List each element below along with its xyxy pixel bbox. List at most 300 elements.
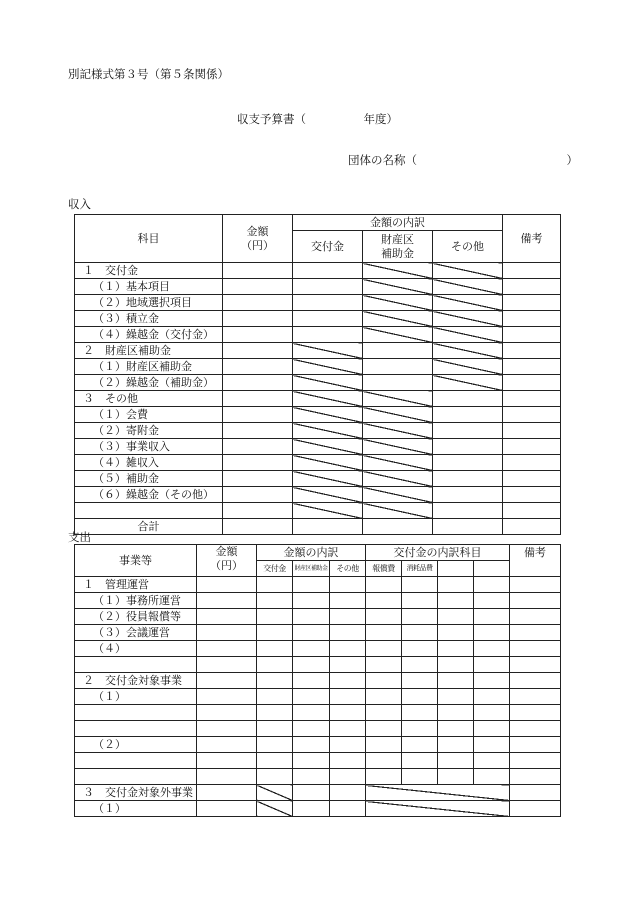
expense-breakdown-cell[interactable] bbox=[257, 641, 293, 657]
income-row-label: （６）繰越金（その他） bbox=[75, 487, 223, 503]
expense-header-other: その他 bbox=[330, 561, 366, 577]
expense-amount-cell[interactable] bbox=[197, 689, 257, 705]
expense-grant-item-cell[interactable] bbox=[366, 625, 402, 641]
income-header-grant: 交付金 bbox=[293, 231, 363, 263]
expense-breakdown-cell[interactable] bbox=[293, 577, 330, 593]
income-slashed-cell bbox=[293, 343, 363, 359]
expense-breakdown-cell[interactable] bbox=[257, 577, 293, 593]
income-slashed-cell bbox=[363, 263, 433, 279]
expense-grant-item-cell[interactable] bbox=[438, 689, 474, 705]
expense-breakdown-cell[interactable] bbox=[257, 737, 293, 753]
expense-grant-item-cell[interactable] bbox=[438, 625, 474, 641]
income-header-amount: 金額 （円） bbox=[223, 215, 293, 263]
expense-grant-item-cell[interactable] bbox=[402, 753, 438, 769]
income-row-label: （３）積立金 bbox=[75, 311, 223, 327]
income-breakdown-cell[interactable] bbox=[363, 343, 433, 359]
expense-header-blank bbox=[474, 561, 510, 577]
expense-amount-cell[interactable] bbox=[197, 657, 257, 673]
income-amount-cell[interactable] bbox=[223, 455, 293, 471]
expense-breakdown-cell[interactable] bbox=[257, 689, 293, 705]
expense-remarks-cell[interactable] bbox=[510, 673, 561, 689]
expense-grant-item-cell[interactable] bbox=[402, 721, 438, 737]
income-slashed-cell bbox=[293, 439, 363, 455]
expense-amount-cell[interactable] bbox=[197, 625, 257, 641]
expense-breakdown-cell[interactable] bbox=[330, 737, 366, 753]
income-cell[interactable] bbox=[433, 519, 503, 535]
income-slashed-cell bbox=[293, 407, 363, 423]
expense-slashed-cell bbox=[366, 801, 510, 817]
expense-breakdown-cell[interactable] bbox=[293, 769, 330, 785]
income-slashed-cell bbox=[293, 391, 363, 407]
expense-breakdown-cell[interactable] bbox=[293, 801, 330, 817]
expense-grant-item-cell[interactable] bbox=[366, 737, 402, 753]
income-row-label: （５）補助金 bbox=[75, 471, 223, 487]
expense-row-label: ２ 交付金対象事業 bbox=[75, 673, 197, 689]
expense-grant-item-cell[interactable] bbox=[366, 769, 402, 785]
income-row-label: （１）基本項目 bbox=[75, 279, 223, 295]
income-remarks-cell[interactable] bbox=[503, 311, 561, 327]
expense-header-blank bbox=[438, 561, 474, 577]
income-row-label: （４）雑収入 bbox=[75, 455, 223, 471]
income-remarks-cell[interactable] bbox=[503, 359, 561, 375]
income-amount-cell[interactable] bbox=[223, 439, 293, 455]
income-breakdown-cell[interactable] bbox=[293, 263, 363, 279]
expense-remarks-cell[interactable] bbox=[510, 721, 561, 737]
expense-breakdown-cell[interactable] bbox=[257, 625, 293, 641]
income-remarks-cell[interactable] bbox=[503, 263, 561, 279]
income-total-label: 合計 bbox=[75, 519, 223, 535]
expense-grant-item-cell[interactable] bbox=[438, 593, 474, 609]
expense-row bbox=[75, 785, 561, 801]
income-amount-cell[interactable] bbox=[223, 359, 293, 375]
expense-grant-item-cell[interactable] bbox=[474, 737, 510, 753]
expense-section-label: 支出 bbox=[68, 530, 91, 544]
income-row bbox=[75, 343, 561, 359]
income-breakdown-cell[interactable] bbox=[433, 455, 503, 471]
income-row-label: （２）寄附金 bbox=[75, 423, 223, 439]
income-row bbox=[75, 263, 561, 279]
income-slashed-cell bbox=[363, 423, 433, 439]
income-breakdown-cell[interactable] bbox=[433, 487, 503, 503]
income-amount-cell[interactable] bbox=[223, 487, 293, 503]
expense-row bbox=[75, 753, 561, 769]
income-breakdown-cell[interactable] bbox=[433, 471, 503, 487]
expense-header-item: 事業等 bbox=[75, 545, 197, 577]
expense-grant-item-cell[interactable] bbox=[474, 689, 510, 705]
expense-row-label: （２）役員報償等 bbox=[75, 609, 197, 625]
document-title: 収支予算書（ 年度） bbox=[237, 112, 398, 126]
income-header-breakdown: 金額の内訳 bbox=[293, 215, 503, 231]
income-cell[interactable] bbox=[223, 519, 293, 535]
income-amount-cell[interactable] bbox=[223, 279, 293, 295]
expense-header-breakdown: 金額の内訳 bbox=[257, 545, 366, 561]
expense-row-label: （２） bbox=[75, 737, 197, 753]
expense-breakdown-cell[interactable] bbox=[330, 689, 366, 705]
expense-grant-item-cell[interactable] bbox=[402, 609, 438, 625]
expense-grant-item-cell[interactable] bbox=[438, 673, 474, 689]
income-amount-cell[interactable] bbox=[223, 311, 293, 327]
income-slashed-cell bbox=[363, 295, 433, 311]
income-row-label: ２ 財産区補助金 bbox=[75, 343, 223, 359]
income-remarks-cell[interactable] bbox=[503, 439, 561, 455]
expense-breakdown-cell[interactable] bbox=[293, 673, 330, 689]
income-row bbox=[75, 423, 561, 439]
expense-header-reward: 報償費 bbox=[366, 561, 402, 577]
expense-remarks-cell[interactable] bbox=[510, 769, 561, 785]
expense-row-label: １ 管理運営 bbox=[75, 577, 197, 593]
expense-breakdown-cell[interactable] bbox=[330, 625, 366, 641]
expense-amount-cell[interactable] bbox=[197, 801, 257, 817]
expense-row-label bbox=[75, 753, 197, 769]
income-slashed-cell bbox=[293, 471, 363, 487]
income-slashed-cell bbox=[363, 327, 433, 343]
expense-row bbox=[75, 625, 561, 641]
income-slashed-cell bbox=[433, 375, 503, 391]
income-breakdown-cell[interactable] bbox=[363, 359, 433, 375]
expense-amount-cell[interactable] bbox=[197, 785, 257, 801]
income-amount-cell[interactable] bbox=[223, 327, 293, 343]
expense-row bbox=[75, 641, 561, 657]
expense-remarks-cell[interactable] bbox=[510, 577, 561, 593]
expense-grant-item-cell[interactable] bbox=[474, 769, 510, 785]
expense-row bbox=[75, 673, 561, 689]
income-row-label: （２）繰越金（補助金） bbox=[75, 375, 223, 391]
expense-breakdown-cell[interactable] bbox=[330, 657, 366, 673]
income-row-label: （１）会費 bbox=[75, 407, 223, 423]
expense-breakdown-cell[interactable] bbox=[257, 705, 293, 721]
income-breakdown-cell[interactable] bbox=[433, 503, 503, 519]
expense-breakdown-cell[interactable] bbox=[293, 689, 330, 705]
expense-grant-item-cell[interactable] bbox=[438, 769, 474, 785]
expense-remarks-cell[interactable] bbox=[510, 625, 561, 641]
expense-breakdown-cell[interactable] bbox=[330, 593, 366, 609]
income-breakdown-cell[interactable] bbox=[363, 375, 433, 391]
expense-grant-item-cell[interactable] bbox=[474, 641, 510, 657]
income-slashed-cell bbox=[363, 311, 433, 327]
income-remarks-cell[interactable] bbox=[503, 455, 561, 471]
income-slashed-cell bbox=[363, 439, 433, 455]
expense-grant-item-cell[interactable] bbox=[366, 609, 402, 625]
income-row bbox=[75, 279, 561, 295]
expense-row bbox=[75, 609, 561, 625]
expense-header-district-subsidy: 財産区補助金 bbox=[293, 561, 330, 577]
income-table bbox=[74, 214, 561, 535]
expense-grant-item-cell[interactable] bbox=[474, 625, 510, 641]
expense-breakdown-cell[interactable] bbox=[257, 593, 293, 609]
expense-row-label bbox=[75, 769, 197, 785]
income-remarks-cell[interactable] bbox=[503, 391, 561, 407]
income-row bbox=[75, 311, 561, 327]
income-remarks-cell[interactable] bbox=[503, 471, 561, 487]
income-amount-cell[interactable] bbox=[223, 471, 293, 487]
expense-amount-cell[interactable] bbox=[197, 609, 257, 625]
income-slashed-cell bbox=[363, 471, 433, 487]
income-slashed-cell bbox=[363, 503, 433, 519]
expense-remarks-cell[interactable] bbox=[510, 593, 561, 609]
income-row bbox=[75, 487, 561, 503]
income-remarks-cell[interactable] bbox=[503, 375, 561, 391]
income-amount-cell[interactable] bbox=[223, 343, 293, 359]
expense-remarks-cell[interactable] bbox=[510, 737, 561, 753]
expense-breakdown-cell[interactable] bbox=[330, 801, 366, 817]
expense-row bbox=[75, 801, 561, 817]
income-slashed-cell bbox=[293, 503, 363, 519]
expense-amount-cell[interactable] bbox=[197, 641, 257, 657]
income-row bbox=[75, 439, 561, 455]
expense-grant-item-cell[interactable] bbox=[366, 705, 402, 721]
expense-breakdown-cell[interactable] bbox=[330, 753, 366, 769]
expense-amount-cell[interactable] bbox=[197, 593, 257, 609]
expense-header-consumables: 消耗品費 bbox=[402, 561, 438, 577]
expense-header-remarks: 備考 bbox=[510, 545, 561, 577]
income-row bbox=[75, 327, 561, 343]
expense-breakdown-cell[interactable] bbox=[257, 609, 293, 625]
expense-row-label bbox=[75, 657, 197, 673]
income-row bbox=[75, 503, 561, 519]
expense-row bbox=[75, 721, 561, 737]
expense-grant-item-cell[interactable] bbox=[474, 673, 510, 689]
income-section-label: 収入 bbox=[68, 197, 91, 211]
expense-breakdown-cell[interactable] bbox=[293, 721, 330, 737]
income-amount-cell[interactable] bbox=[223, 423, 293, 439]
expense-slashed-cell bbox=[257, 785, 293, 801]
expense-breakdown-cell[interactable] bbox=[330, 609, 366, 625]
expense-row-label: （３）会議運営 bbox=[75, 625, 197, 641]
expense-grant-item-cell[interactable] bbox=[474, 657, 510, 673]
income-amount-cell[interactable] bbox=[223, 263, 293, 279]
expense-grant-item-cell[interactable] bbox=[474, 705, 510, 721]
income-slashed-cell bbox=[433, 359, 503, 375]
expense-grant-item-cell[interactable] bbox=[438, 737, 474, 753]
income-breakdown-cell[interactable] bbox=[293, 327, 363, 343]
expense-grant-item-cell[interactable] bbox=[402, 673, 438, 689]
income-remarks-cell[interactable] bbox=[503, 295, 561, 311]
expense-breakdown-cell[interactable] bbox=[330, 641, 366, 657]
income-breakdown-cell[interactable] bbox=[433, 407, 503, 423]
expense-grant-item-cell[interactable] bbox=[402, 689, 438, 705]
organization-name-label: 団体の名称（ ） bbox=[348, 153, 578, 167]
expense-grant-item-cell[interactable] bbox=[438, 641, 474, 657]
income-row-label: （４）繰越金（交付金） bbox=[75, 327, 223, 343]
expense-row bbox=[75, 657, 561, 673]
expense-breakdown-cell[interactable] bbox=[330, 785, 366, 801]
expense-breakdown-cell[interactable] bbox=[293, 609, 330, 625]
income-row bbox=[75, 375, 561, 391]
expense-table bbox=[74, 544, 561, 817]
expense-remarks-cell[interactable] bbox=[510, 657, 561, 673]
expense-grant-item-cell[interactable] bbox=[402, 577, 438, 593]
expense-grant-item-cell[interactable] bbox=[366, 721, 402, 737]
income-row-label: （１）財産区補助金 bbox=[75, 359, 223, 375]
expense-breakdown-cell[interactable] bbox=[257, 753, 293, 769]
expense-grant-item-cell[interactable] bbox=[366, 673, 402, 689]
expense-grant-item-cell[interactable] bbox=[402, 625, 438, 641]
expense-grant-item-cell[interactable] bbox=[474, 609, 510, 625]
expense-amount-cell[interactable] bbox=[197, 577, 257, 593]
expense-breakdown-cell[interactable] bbox=[293, 753, 330, 769]
expense-grant-item-cell[interactable] bbox=[438, 657, 474, 673]
income-amount-cell[interactable] bbox=[223, 391, 293, 407]
expense-grant-item-cell[interactable] bbox=[402, 657, 438, 673]
expense-header-grant-breakdown: 交付金の内訳科目 bbox=[366, 545, 510, 561]
expense-grant-item-cell[interactable] bbox=[474, 721, 510, 737]
income-slashed-cell bbox=[433, 295, 503, 311]
income-row-label: （３）事業収入 bbox=[75, 439, 223, 455]
expense-breakdown-cell[interactable] bbox=[293, 705, 330, 721]
expense-amount-cell[interactable] bbox=[197, 721, 257, 737]
expense-slashed-cell bbox=[257, 801, 293, 817]
expense-row bbox=[75, 689, 561, 705]
expense-amount-cell[interactable] bbox=[197, 769, 257, 785]
expense-grant-item-cell[interactable] bbox=[402, 641, 438, 657]
income-remarks-cell[interactable] bbox=[503, 279, 561, 295]
income-slashed-cell bbox=[433, 311, 503, 327]
income-slashed-cell bbox=[293, 455, 363, 471]
expense-remarks-cell[interactable] bbox=[510, 705, 561, 721]
income-slashed-cell bbox=[293, 375, 363, 391]
expense-amount-cell[interactable] bbox=[197, 673, 257, 689]
expense-grant-item-cell[interactable] bbox=[474, 593, 510, 609]
income-cell[interactable] bbox=[293, 519, 363, 535]
expense-grant-item-cell[interactable] bbox=[366, 689, 402, 705]
expense-grant-item-cell[interactable] bbox=[474, 577, 510, 593]
income-slashed-cell bbox=[433, 327, 503, 343]
income-slashed-cell bbox=[363, 407, 433, 423]
expense-row bbox=[75, 737, 561, 753]
income-row-label: １ 交付金 bbox=[75, 263, 223, 279]
income-amount-cell[interactable] bbox=[223, 295, 293, 311]
expense-row-label bbox=[75, 721, 197, 737]
expense-row-label: （１） bbox=[75, 689, 197, 705]
expense-breakdown-cell[interactable] bbox=[330, 769, 366, 785]
expense-remarks-cell[interactable] bbox=[510, 785, 561, 801]
expense-grant-item-cell[interactable] bbox=[366, 593, 402, 609]
income-slashed-cell bbox=[293, 487, 363, 503]
income-header-district-subsidy: 財産区 補助金 bbox=[363, 231, 433, 263]
expense-remarks-cell[interactable] bbox=[510, 801, 561, 817]
income-row-label: （２）地域選択項目 bbox=[75, 295, 223, 311]
expense-header-grant: 交付金 bbox=[257, 561, 293, 577]
expense-breakdown-cell[interactable] bbox=[257, 721, 293, 737]
income-row bbox=[75, 471, 561, 487]
expense-amount-cell[interactable] bbox=[197, 753, 257, 769]
expense-breakdown-cell[interactable] bbox=[293, 785, 330, 801]
expense-breakdown-cell[interactable] bbox=[293, 737, 330, 753]
expense-row-label: （１） bbox=[75, 801, 197, 817]
income-amount-cell[interactable] bbox=[223, 375, 293, 391]
income-row bbox=[75, 455, 561, 471]
expense-row-label: ３ 交付金対象外事業 bbox=[75, 785, 197, 801]
income-slashed-cell bbox=[363, 391, 433, 407]
income-header-other: その他 bbox=[433, 231, 503, 263]
income-cell[interactable] bbox=[363, 519, 433, 535]
income-row bbox=[75, 391, 561, 407]
income-row-label: ３ その他 bbox=[75, 391, 223, 407]
expense-remarks-cell[interactable] bbox=[510, 609, 561, 625]
income-slashed-cell bbox=[363, 487, 433, 503]
income-row bbox=[75, 407, 561, 423]
expense-breakdown-cell[interactable] bbox=[293, 625, 330, 641]
income-slashed-cell bbox=[433, 279, 503, 295]
expense-amount-cell[interactable] bbox=[197, 705, 257, 721]
expense-remarks-cell[interactable] bbox=[510, 689, 561, 705]
expense-header-amount: 金額 （円） bbox=[197, 545, 257, 577]
expense-breakdown-cell[interactable] bbox=[330, 577, 366, 593]
income-slashed-cell bbox=[363, 279, 433, 295]
expense-row bbox=[75, 705, 561, 721]
expense-remarks-cell[interactable] bbox=[510, 753, 561, 769]
expense-breakdown-cell[interactable] bbox=[330, 705, 366, 721]
expense-grant-item-cell[interactable] bbox=[366, 577, 402, 593]
expense-grant-item-cell[interactable] bbox=[402, 705, 438, 721]
income-amount-cell[interactable] bbox=[223, 407, 293, 423]
income-slashed-cell bbox=[433, 263, 503, 279]
income-header-item: 科目 bbox=[75, 215, 223, 263]
income-breakdown-cell[interactable] bbox=[293, 311, 363, 327]
income-breakdown-cell[interactable] bbox=[293, 279, 363, 295]
income-amount-cell[interactable] bbox=[223, 503, 293, 519]
income-row bbox=[75, 295, 561, 311]
expense-grant-item-cell[interactable] bbox=[366, 657, 402, 673]
expense-row bbox=[75, 593, 561, 609]
income-row bbox=[75, 359, 561, 375]
income-remarks-cell[interactable] bbox=[503, 503, 561, 519]
income-remarks-cell[interactable] bbox=[503, 487, 561, 503]
income-slashed-cell bbox=[293, 423, 363, 439]
income-breakdown-cell[interactable] bbox=[433, 439, 503, 455]
expense-grant-item-cell[interactable] bbox=[474, 753, 510, 769]
expense-grant-item-cell[interactable] bbox=[438, 705, 474, 721]
expense-grant-item-cell[interactable] bbox=[402, 737, 438, 753]
expense-slashed-cell bbox=[366, 785, 510, 801]
expense-breakdown-cell[interactable] bbox=[330, 721, 366, 737]
expense-grant-item-cell[interactable] bbox=[402, 593, 438, 609]
expense-grant-item-cell[interactable] bbox=[366, 753, 402, 769]
expense-row-label: （４） bbox=[75, 641, 197, 657]
expense-amount-cell[interactable] bbox=[197, 737, 257, 753]
income-cell[interactable] bbox=[503, 519, 561, 535]
expense-row bbox=[75, 769, 561, 785]
expense-grant-item-cell[interactable] bbox=[366, 641, 402, 657]
expense-row-label: （１）事務所運営 bbox=[75, 593, 197, 609]
income-slashed-cell bbox=[363, 455, 433, 471]
expense-remarks-cell[interactable] bbox=[510, 641, 561, 657]
expense-grant-item-cell[interactable] bbox=[438, 577, 474, 593]
income-slashed-cell bbox=[433, 343, 503, 359]
income-remarks-cell[interactable] bbox=[503, 423, 561, 439]
expense-breakdown-cell[interactable] bbox=[330, 673, 366, 689]
income-row-label bbox=[75, 503, 223, 519]
income-breakdown-cell[interactable] bbox=[433, 391, 503, 407]
expense-breakdown-cell[interactable] bbox=[257, 769, 293, 785]
form-label: 別記様式第３号（第５条関係） bbox=[68, 67, 229, 81]
income-breakdown-cell[interactable] bbox=[433, 423, 503, 439]
expense-breakdown-cell[interactable] bbox=[293, 593, 330, 609]
expense-grant-item-cell[interactable] bbox=[402, 769, 438, 785]
expense-grant-item-cell[interactable] bbox=[438, 753, 474, 769]
expense-breakdown-cell[interactable] bbox=[293, 657, 330, 673]
expense-grant-item-cell[interactable] bbox=[438, 609, 474, 625]
income-breakdown-cell[interactable] bbox=[293, 295, 363, 311]
expense-breakdown-cell[interactable] bbox=[257, 657, 293, 673]
expense-row-label bbox=[75, 705, 197, 721]
expense-breakdown-cell[interactable] bbox=[257, 673, 293, 689]
expense-grant-item-cell[interactable] bbox=[438, 721, 474, 737]
expense-breakdown-cell[interactable] bbox=[293, 641, 330, 657]
income-remarks-cell[interactable] bbox=[503, 327, 561, 343]
income-remarks-cell[interactable] bbox=[503, 407, 561, 423]
income-remarks-cell[interactable] bbox=[503, 343, 561, 359]
